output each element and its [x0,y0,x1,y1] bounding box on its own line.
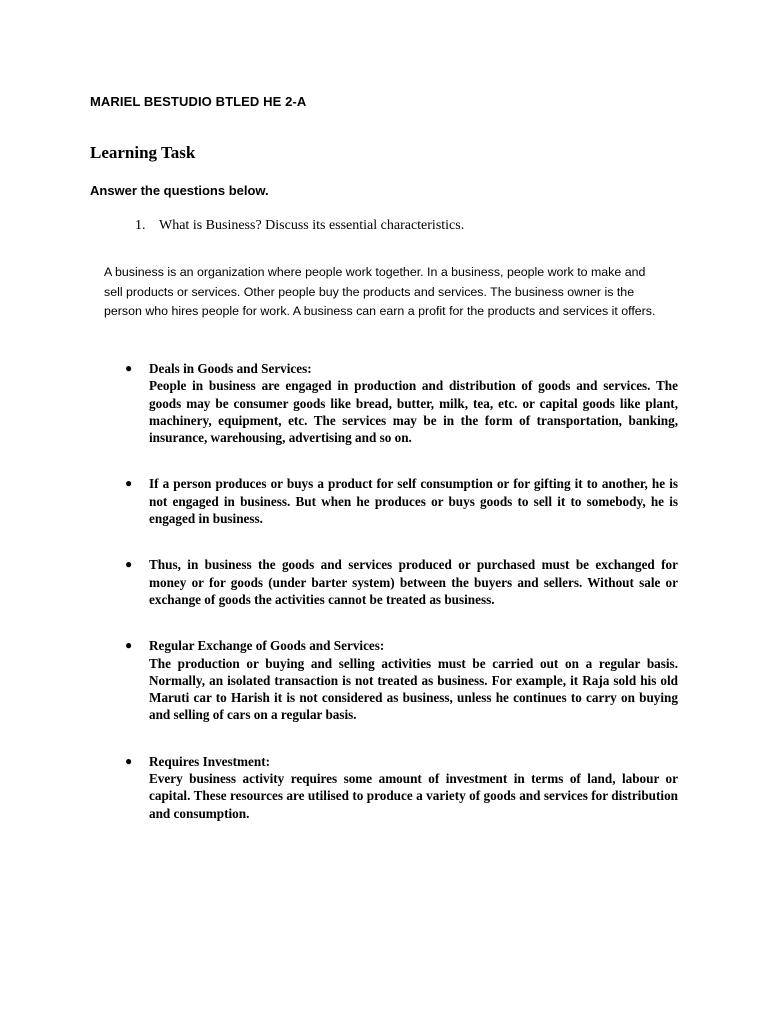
page-title: Learning Task [90,143,196,162]
bullet-icon: ● [125,753,133,768]
item-body: Every business activity requires some amount of investment in terms of land, labour or capital. These resources are utilised to produce a variety of goods and services for distribution and consumption. [149,771,678,821]
bullet-icon: ● [125,557,133,572]
author-line: MARIEL BESTUDIO BTLED HE 2-A [90,94,307,109]
list-item [122,753,678,822]
bullet-icon: ● [125,361,133,375]
list-item [122,637,678,723]
instruction-text: Answer the questions below. [90,183,269,198]
bullet-icon: ● [125,476,133,491]
item-body: The production or buying and selling activities must be carried out on a regular basis. Normally, an isolated transaction is not treated as business. For example, it Raja sold his old Maruti car to Harish it is not considered as business, unless he continues to carry on buying and selling of cars on a regular basis. [149,655,678,723]
question-number: 1. [135,218,146,233]
bullet-icon: ● [125,638,133,653]
item-heading: Regular Exchange of Goods and Services: [149,638,385,654]
item-body: People in business are engaged in production and distribution of goods and services. The goods may be consumer goods like bread, butter, milk, tea, etc. or capital goods like plant, machinery, equipment, etc. The services may be in the form of transportation, banking, insurance, warehousing, advertising and so on. [149,378,678,446]
item-heading: Requires Investment: [149,753,270,769]
item-heading: Deals in Goods and Services: [149,361,312,376]
characteristics-list [122,360,678,822]
list-item [122,360,678,446]
item-body: If a person produces or buys a product for self consumption or for gifting it to another, he is not engaged in business. But when he produces or buys goods to sell it to somebody, he is engaged in business. [149,476,678,527]
question-item [135,218,464,234]
list-item [122,475,678,527]
question-text: What is Business? Discuss its essential characteristics. [159,218,465,233]
list-item [122,556,678,608]
item-body: Thus, in business the goods and services produced or purchased must be exchanged for money or for goods (under barter system) between the buyers and sellers. Without sale or exchange of goods the activities cannot be treated as business. [149,557,678,607]
answer-paragraph: A business is an organization where people work together. In a business, people work to make and sell products or services. Other people buy the products and services. The business owner is the person who hires people for work. A business can earn a profit for the products and services it offers. [104,265,656,318]
